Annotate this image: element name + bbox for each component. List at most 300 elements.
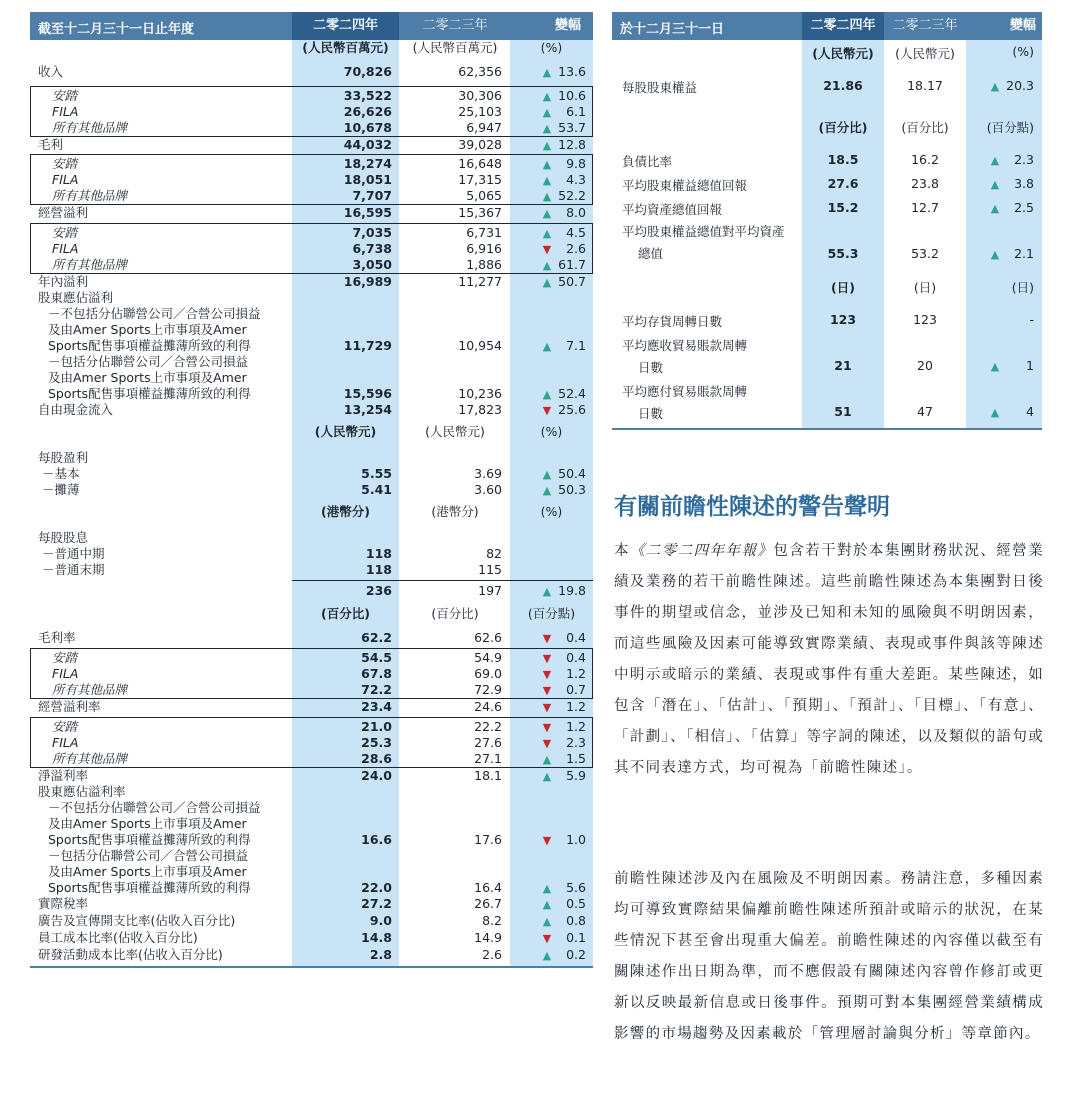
up-arrow-icon: ▲ — [542, 484, 552, 497]
dps-total-row — [30, 580, 593, 602]
row-label: 股東應佔溢利率 — [38, 784, 126, 799]
change-value — [510, 205, 586, 222]
year-2024-header: 二零二四年 — [292, 12, 399, 40]
gross-margin-row — [30, 630, 593, 648]
value-2023: 17.6 — [474, 832, 502, 847]
value-2023: 6,916 — [466, 241, 502, 256]
row-label: 所有其他品牌 — [52, 682, 128, 697]
value-2023: 20 — [917, 358, 933, 373]
row-label: 平均應收貿易賬款周轉 — [622, 338, 748, 353]
up-arrow-icon: ▲ — [990, 202, 1000, 215]
change-value: (百分點) — [527, 606, 576, 621]
subtotal-line — [292, 580, 593, 581]
change-value — [510, 583, 586, 600]
change-text: 50.7 — [558, 274, 586, 289]
value-2023: 10,236 — [458, 386, 502, 401]
row-label: 安踏 — [52, 156, 78, 171]
row-label: 經營溢利率 — [38, 699, 101, 714]
up-arrow-icon: ▲ — [990, 80, 1000, 93]
value-2024: 23.4 — [361, 699, 392, 714]
row-label: 每股盈利 — [38, 450, 89, 465]
change-text: 2.3 — [566, 735, 586, 750]
change-value — [510, 913, 586, 930]
value-2023: (日) — [913, 280, 937, 295]
up-arrow-icon: ▲ — [542, 259, 552, 272]
net-margin-row — [30, 768, 593, 784]
roe-row — [612, 172, 1042, 196]
change-value — [510, 896, 586, 913]
unit-row — [612, 104, 1042, 148]
row-label: 日數 — [638, 360, 664, 375]
staff-ratio-row — [30, 930, 593, 947]
change-value — [966, 200, 1042, 215]
change-value — [510, 274, 586, 291]
up-arrow-icon: ▲ — [990, 406, 1000, 419]
row-label: 研發活動成本比率(佔收入百分比) — [38, 947, 223, 962]
change-value — [510, 947, 586, 964]
value-2023: 8.2 — [482, 913, 502, 928]
change-text: 6.1 — [566, 104, 586, 119]
row-label: 股東應佔溢利 — [38, 290, 114, 305]
value-2024: 18,274 — [343, 156, 392, 171]
value-2024: 18,051 — [343, 172, 392, 187]
up-arrow-icon: ▲ — [542, 753, 552, 766]
operating-margin-row — [30, 699, 593, 717]
row-label: 每股股東權益 — [622, 80, 698, 95]
value-2024: 22.0 — [361, 880, 392, 895]
row-label: 廣告及宣傳開支比率(佔收入百分比) — [38, 913, 236, 928]
value-2024: 72.2 — [361, 682, 392, 697]
change-text: 25.6 — [558, 402, 586, 417]
change-text: 20.3 — [1006, 78, 1034, 93]
change-value — [966, 152, 1042, 167]
up-arrow-icon: ▲ — [542, 190, 552, 203]
row-label: －普通中期 — [42, 546, 105, 561]
period-header: 於十二月三十一日 — [620, 22, 725, 37]
value-2024: (百分比) — [818, 120, 868, 135]
down-arrow-icon: ▼ — [542, 737, 552, 750]
row-label: －不包括分佔聯營公司／合營公司損益 — [48, 800, 261, 815]
up-arrow-icon: ▲ — [990, 154, 1000, 167]
down-arrow-icon: ▼ — [542, 632, 552, 645]
tax-rate-row — [30, 896, 593, 913]
row-label: FILA — [52, 735, 79, 750]
value-2023: (人民幣元) — [425, 424, 485, 439]
value-2023: 14.9 — [474, 930, 502, 945]
change-value — [966, 404, 1042, 419]
rnd-ratio-row — [30, 947, 593, 964]
table-header — [612, 12, 1042, 40]
row-label: Sports配售事項權益攤薄所致的利得 — [48, 832, 251, 847]
value-2024: 26,626 — [343, 104, 392, 119]
change-value — [510, 386, 586, 403]
change-text: 9.8 — [566, 156, 586, 171]
value-2023: 82 — [486, 546, 502, 561]
change-value — [510, 482, 586, 499]
brand-breakdown-box — [30, 648, 593, 699]
up-arrow-icon: ▲ — [542, 585, 552, 598]
value-2023: 72.9 — [474, 682, 502, 697]
row-label: 員工成本比率(佔收入百分比) — [38, 930, 198, 945]
change-text: 1.5 — [566, 751, 586, 766]
change-text: 0.8 — [566, 913, 586, 928]
payable-days-row — [612, 380, 1042, 428]
eps-label — [30, 450, 593, 466]
change-text: 4 — [1026, 404, 1034, 419]
change-text: 12.8 — [558, 137, 586, 152]
up-arrow-icon: ▲ — [542, 882, 552, 895]
value-2024: 44,032 — [343, 137, 392, 152]
value-2024: 16.6 — [361, 832, 392, 847]
value-2023: (人民幣元) — [895, 46, 955, 61]
up-arrow-icon: ▲ — [542, 388, 552, 401]
value-2023: 26.7 — [474, 896, 502, 911]
equity-to-assets-row — [612, 220, 1042, 266]
operating-profit-row — [30, 205, 593, 223]
down-arrow-icon: ▼ — [542, 652, 552, 665]
up-arrow-icon: ▲ — [542, 227, 552, 240]
value-2024: 67.8 — [361, 666, 392, 681]
change-text: 1.2 — [566, 699, 586, 714]
value-2023: 53.2 — [911, 246, 939, 261]
row-label: 平均股東權益總值回報 — [622, 178, 748, 193]
attr-margin-label — [30, 784, 593, 800]
value-2023: 17,823 — [458, 402, 502, 417]
balance-ratios-table — [612, 12, 1042, 430]
value-2023: 11,277 — [458, 274, 502, 289]
row-label: 毛利率 — [38, 630, 76, 645]
row-label: FILA — [52, 172, 79, 187]
eps-diluted-row — [30, 482, 593, 500]
brand-breakdown-box — [30, 154, 593, 205]
row-label: FILA — [52, 241, 79, 256]
unit-row — [30, 606, 593, 628]
change-text: 0.1 — [566, 930, 586, 945]
up-arrow-icon: ▲ — [542, 276, 552, 289]
up-arrow-icon: ▲ — [990, 178, 1000, 191]
receivable-days-row — [612, 334, 1042, 380]
row-label: －基本 — [42, 466, 80, 481]
roa-row — [612, 196, 1042, 220]
change-text: 1 — [1026, 358, 1034, 373]
change-text: 2.5 — [1014, 200, 1034, 215]
change-value — [510, 402, 586, 419]
up-arrow-icon: ▲ — [542, 949, 552, 962]
value-2024: 123 — [829, 312, 857, 327]
down-arrow-icon: ▼ — [542, 404, 552, 417]
change-text: 1.2 — [566, 666, 586, 681]
value-2024: 6,738 — [352, 241, 392, 256]
value-2023: 6,731 — [466, 225, 502, 240]
row-label: －包括分佔聯營公司／合營公司損益 — [48, 848, 249, 863]
brand-breakdown-box — [30, 717, 593, 768]
change-text: 5.6 — [566, 880, 586, 895]
down-arrow-icon: ▼ — [542, 701, 552, 714]
value-2024: 21 — [834, 358, 852, 373]
row-label: 所有其他品牌 — [52, 257, 128, 272]
value-2024: 27.2 — [361, 896, 392, 911]
row-label: －普通末期 — [42, 562, 105, 577]
row-label: －攤薄 — [42, 482, 80, 497]
attr-margin-incl-row — [30, 848, 593, 896]
up-arrow-icon: ▲ — [542, 139, 552, 152]
down-arrow-icon: ▼ — [542, 834, 552, 847]
change-text: 1.2 — [566, 719, 586, 734]
para-text: 本 — [614, 543, 630, 559]
table-header — [30, 12, 593, 40]
value-2024: 33,522 — [343, 88, 392, 103]
value-2024: 9.0 — [369, 913, 392, 928]
value-2023: 17,315 — [458, 172, 502, 187]
table-bottom-rule — [30, 966, 593, 968]
value-2024: (百分比) — [321, 606, 370, 621]
down-arrow-icon: ▼ — [542, 668, 552, 681]
value-2023: 16.4 — [474, 880, 502, 895]
change-value — [966, 78, 1042, 93]
value-2024: 21.0 — [361, 719, 392, 734]
down-arrow-icon: ▼ — [542, 684, 552, 697]
value-2024: 16,595 — [343, 205, 392, 220]
value-2023: 18.17 — [907, 78, 943, 93]
down-arrow-icon: ▼ — [542, 721, 552, 734]
change-header: 變幅 — [554, 18, 581, 33]
change-value: (%) — [1012, 44, 1034, 59]
row-label: 所有其他品牌 — [52, 751, 128, 766]
unit-row — [30, 424, 593, 446]
change-value — [510, 699, 586, 716]
value-2024: 3,050 — [352, 257, 392, 272]
attr-profit-incl-row — [30, 354, 593, 402]
value-2024: 62.2 — [361, 630, 392, 645]
value-2024: 28.6 — [361, 751, 392, 766]
value-2023: 27.6 — [474, 735, 502, 750]
value-2024: 70,826 — [343, 64, 392, 79]
value-2023: 123 — [913, 312, 937, 327]
value-2024: 51 — [834, 404, 852, 419]
row-label: 安踏 — [52, 88, 78, 103]
up-arrow-icon: ▲ — [542, 207, 552, 220]
down-arrow-icon: ▼ — [542, 243, 552, 256]
value-2023: 62,356 — [458, 64, 502, 79]
year-2023-header: 二零二三年 — [892, 18, 958, 33]
attr-profit-excl-row — [30, 306, 593, 354]
change-value — [966, 358, 1042, 373]
change-text: 7.1 — [566, 338, 586, 353]
forward-looking-paragraph-1 — [614, 536, 1044, 784]
brand-breakdown-box — [30, 86, 593, 137]
change-value — [510, 930, 586, 947]
value-2024: 55.3 — [827, 246, 859, 261]
value-2023: 3.60 — [474, 482, 502, 497]
row-label: 毛利 — [38, 137, 64, 152]
ad-ratio-row — [30, 913, 593, 930]
value-2023: 69.0 — [474, 666, 502, 681]
change-value — [510, 630, 586, 647]
up-arrow-icon: ▲ — [542, 340, 552, 353]
value-2024: 118 — [365, 546, 392, 561]
change-text: 61.7 — [558, 257, 586, 272]
row-label: 及由Amer Sports上市事項及Amer — [48, 864, 247, 879]
change-value — [966, 246, 1042, 261]
row-label: Sports配售事項權益攤薄所致的利得 — [48, 880, 251, 895]
value-2023: 16,648 — [458, 156, 502, 171]
value-2024: (人民幣元) — [812, 46, 874, 61]
row-label: －不包括分佔聯營公司／合營公司損益 — [48, 306, 261, 321]
value-2024: 7,035 — [352, 225, 392, 240]
value-2024: 27.6 — [827, 176, 859, 191]
dps-interim-row — [30, 546, 593, 562]
row-label: 安踏 — [52, 650, 78, 665]
value-2023: 2.6 — [482, 947, 502, 962]
change-text: 3.8 — [1014, 176, 1034, 191]
para-text: 包含若干對於本集團財務狀況、經營業績及業務的若干前瞻性陳述。這些前瞻性陳述為本集團對日後事件的期望或信念，並涉及已知和未知的風險與不明朗因素，而這些風險及因素可能導致實際業績、表現或事件與該等陳述中明示或暗示的業績、表現或事件有重大差距。某些陳述，如包含「潛在」、「估計」、「預期」、「預計」、「目標」、「有意」、「計劃」、「相信」、「估算」等字詞的陳述，以及類似的語句或其不同表達方式，均可視為「前瞻性陳述」。 — [614, 543, 1044, 776]
change-text: 4.5 — [566, 225, 586, 240]
change-value — [510, 137, 586, 154]
value-2023: 54.9 — [474, 650, 502, 665]
row-label: 及由Amer Sports上市事項及Amer — [48, 370, 247, 385]
change-text: 13.6 — [558, 64, 586, 79]
value-2023: (百分比) — [901, 120, 949, 135]
table-body — [612, 40, 1042, 430]
row-label: 平均資產總值回報 — [622, 202, 723, 217]
attr-profit-label — [30, 290, 593, 306]
change-text: 50.4 — [558, 466, 586, 481]
up-arrow-icon: ▲ — [542, 770, 552, 783]
table-body — [30, 40, 593, 967]
value-2024: 11,729 — [343, 338, 392, 353]
row-label: 所有其他品牌 — [52, 120, 128, 135]
value-2023: 197 — [478, 583, 502, 598]
value-2024: 14.8 — [361, 930, 392, 945]
value-2024: (人民幣元) — [314, 424, 377, 439]
change-value: (%) — [540, 504, 563, 519]
unit-row — [612, 266, 1042, 306]
up-arrow-icon: ▲ — [542, 90, 552, 103]
value-2023: 39,028 — [458, 137, 502, 152]
change-text: 10.6 — [558, 88, 586, 103]
change-text: - — [1029, 312, 1034, 327]
value-2024: 10,678 — [343, 120, 392, 135]
up-arrow-icon: ▲ — [990, 248, 1000, 261]
value-2023: (人民幣百萬元) — [412, 40, 498, 55]
eps-basic-row — [30, 466, 593, 482]
value-2023: 12.7 — [911, 200, 939, 215]
value-2023: 15,367 — [458, 205, 502, 220]
change-text: 0.4 — [566, 630, 586, 645]
value-2023: (百分比) — [431, 606, 479, 621]
row-label: 所有其他品牌 — [52, 188, 128, 203]
forward-looking-paragraph-2: 前瞻性陳述涉及內在風險及不明朗因素。務請注意，多種因素均可導致實際結果偏離前瞻性陳述所預計或暗示的狀況，在某些情況下甚至會出現重大偏差。前瞻性陳述的內容僅以截至有關陳述作出日期為準，而不應假設有關陳述內容曾作修訂或更新以反映最新信息或日後事件。預期可對本集團經營業績構成影響的市場趨勢及因素載於「管理層討論與分析」等章節內。 — [614, 871, 1044, 1042]
brand-breakdown-box — [30, 223, 593, 274]
up-arrow-icon: ▲ — [990, 360, 1000, 373]
row-label: 安踏 — [52, 225, 78, 240]
value-2024: 16,989 — [343, 274, 392, 289]
value-2023: 47 — [917, 404, 933, 419]
change-text: 19.8 — [558, 583, 586, 598]
row-label: 日數 — [638, 406, 664, 421]
up-arrow-icon: ▲ — [542, 122, 552, 135]
change-value — [966, 312, 1042, 327]
net-profit-row — [30, 274, 593, 290]
value-2024: 54.5 — [361, 650, 392, 665]
row-label: 淨溢利率 — [38, 768, 89, 783]
change-value: (%) — [540, 40, 563, 55]
up-arrow-icon: ▲ — [542, 66, 552, 79]
year-2023-header: 二零二三年 — [422, 18, 488, 33]
up-arrow-icon: ▲ — [542, 898, 552, 911]
row-label: 總值 — [638, 246, 664, 261]
change-value — [510, 768, 586, 785]
up-arrow-icon: ▲ — [542, 915, 552, 928]
change-value — [510, 64, 586, 81]
change-text: 52.2 — [558, 188, 586, 203]
value-2024: 25.3 — [361, 735, 392, 750]
change-text: 50.3 — [558, 482, 586, 497]
change-text: 2.6 — [566, 241, 586, 256]
value-2023: 1,886 — [466, 257, 502, 272]
dps-label — [30, 530, 593, 546]
financial-highlights-table — [30, 12, 593, 967]
change-value — [510, 880, 586, 897]
row-label: 及由Amer Sports上市事項及Amer — [48, 322, 247, 337]
row-label: 實際稅率 — [38, 896, 89, 911]
change-value: (百分點) — [986, 120, 1034, 135]
row-label: 負債比率 — [622, 154, 673, 169]
down-arrow-icon: ▼ — [542, 932, 552, 945]
row-label: FILA — [52, 666, 79, 681]
free-cash-flow-row — [30, 402, 593, 420]
annual-report-title: 《二零二四年年報》 — [629, 543, 774, 559]
up-arrow-icon: ▲ — [542, 468, 552, 481]
change-text: 2.1 — [1014, 246, 1034, 261]
unit-row — [612, 40, 1042, 68]
value-2024: (港幣分) — [321, 504, 370, 519]
value-2024: 21.86 — [823, 78, 863, 93]
value-2023: 62.6 — [474, 630, 502, 645]
value-2024: 24.0 — [361, 768, 392, 783]
value-2024: 5.55 — [361, 466, 392, 481]
up-arrow-icon: ▲ — [542, 174, 552, 187]
inventory-days-row — [612, 306, 1042, 334]
period-header: 截至十二月三十一日止年度 — [38, 22, 195, 37]
change-text: 4.3 — [566, 172, 586, 187]
attr-margin-excl-row — [30, 800, 593, 848]
change-value: (日) — [1011, 280, 1034, 295]
change-text: 0.2 — [566, 947, 586, 962]
value-2023: (港幣分) — [431, 504, 479, 519]
value-2024: (人民幣百萬元) — [302, 40, 389, 55]
change-value — [966, 176, 1042, 191]
row-label: 年內溢利 — [38, 274, 89, 289]
value-2023: 10,954 — [458, 338, 502, 353]
up-arrow-icon: ▲ — [542, 158, 552, 171]
value-2023: 5,065 — [466, 188, 502, 203]
value-2023: 3.69 — [474, 466, 502, 481]
row-label: 經營溢利 — [38, 205, 89, 220]
row-label: 安踏 — [52, 719, 78, 734]
value-2024: 5.41 — [361, 482, 392, 497]
value-2024: 118 — [365, 562, 392, 577]
value-2024: (日) — [831, 280, 855, 295]
change-header: 變幅 — [1009, 18, 1036, 33]
gross-profit-row — [30, 137, 593, 154]
gearing-row — [612, 148, 1042, 172]
value-2024: 15.2 — [827, 200, 859, 215]
unit-row — [30, 40, 593, 62]
row-label: 收入 — [38, 64, 64, 79]
row-label: 平均存貨周轉日數 — [622, 314, 723, 329]
row-label: FILA — [52, 104, 79, 119]
